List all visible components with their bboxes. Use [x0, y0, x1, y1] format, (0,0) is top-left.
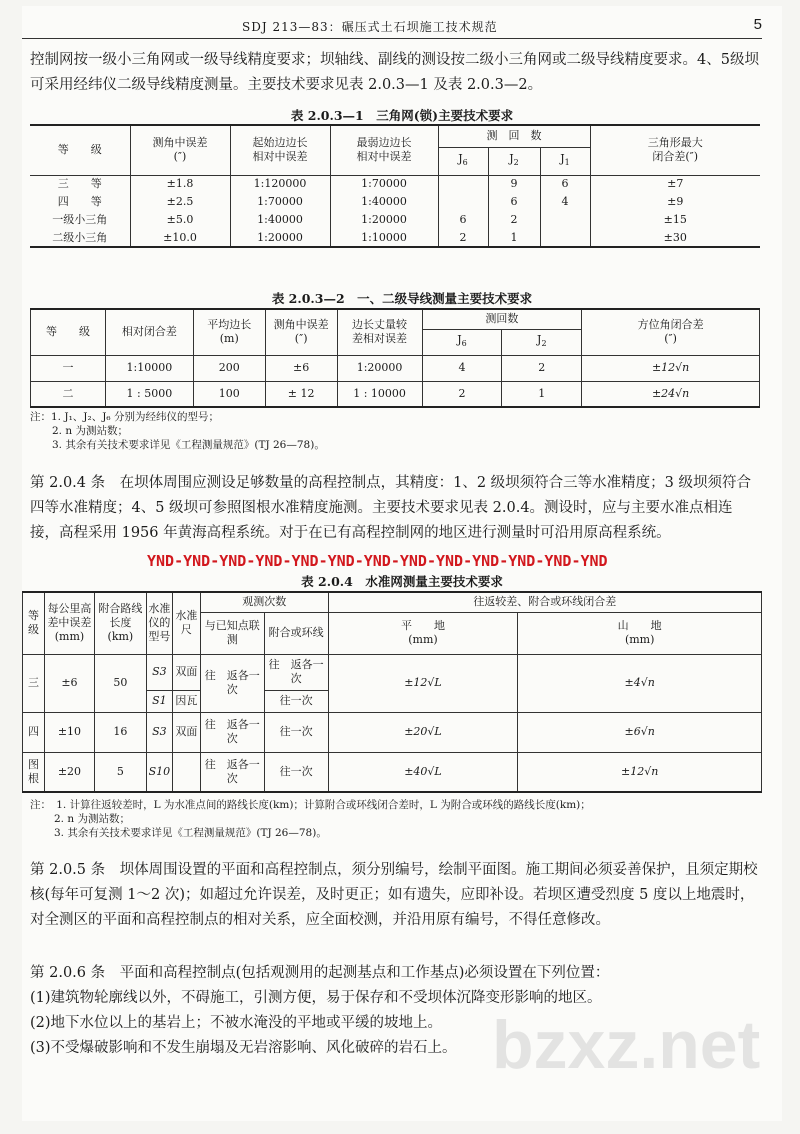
t3-h-inst: 水准仪的型号	[146, 592, 172, 654]
table-row: 一级小三角 ±5.0 1:40000 1:20000 6 2 ±15	[30, 211, 760, 229]
t2-h-len: 平均边长 (m)	[193, 309, 265, 355]
t2-h-grade: 等 级	[31, 309, 106, 355]
t2-h-j6: $J_6$	[422, 329, 502, 355]
table3	[22, 591, 762, 793]
t1-h-closure: 三角形最大 闭合差(″)	[590, 125, 760, 175]
t3-h-rod: 水准尺	[172, 592, 200, 654]
table-row: 二级小三角 ±10.0 1:20000 1:10000 2 1 ±30	[30, 229, 760, 247]
t3-h-err: 每公里高差中误差 (mm)	[44, 592, 94, 654]
clause-2-0-6-item-1: (1)建筑物轮廓线以外，不碍施工，引测方便，易于保存和不受坝体沉降变形影响的地区。	[30, 990, 602, 1006]
t2-h-az: 方位角闭合差 (″)	[582, 309, 760, 355]
table1-caption: 表 2.0.3—1 三角网(锁)主要技术要求	[290, 108, 514, 123]
table-row: 三 等 ±1.8 1:120000 1:70000 9 6 ±7	[30, 175, 760, 193]
t1-h-j1: $J_1$	[540, 147, 590, 175]
t3-h-obs-loop: 附合或环线	[264, 612, 328, 654]
table1	[30, 124, 760, 248]
header-rule	[22, 38, 762, 39]
document-page	[22, 6, 782, 1121]
t3-h-flat: 平 地 (mm)	[328, 612, 518, 654]
t2-h-j2: $J_2$	[502, 329, 582, 355]
table3-notes: 注： 1. 计算往返较差时，L 为水准点间的路线长度(km)；计算附合或环线闭合差时，L 为附合或环线的路线长度(km)； 2. n 为测站数； 3. 其余有关技术要求详见《工程测量规范》(TJ 26—78)。	[30, 799, 591, 839]
clause-2-0-6-item-2: (2)地下水位以上的基岩上；不被水淹没的平地或平缓的坡地上。	[30, 1015, 443, 1031]
header-title: SDJ 213—83：碾压式土石坝施工技术规范	[242, 20, 498, 34]
t3-h-diff: 往返较差、附合或环线闭合差	[328, 592, 761, 612]
t1-h-grade: 等 级	[30, 125, 130, 175]
t1-h-j6: $J_6$	[438, 147, 488, 175]
table-row: 图根 ±20 5 S10 往 返各一次 往一次 ±40√L ±12√n	[23, 752, 762, 792]
clause-2-0-5: 第 2.0.5 条 坝体周围设置的平面和高程控制点，须分别编号，绘制平面图。施工期间必须妥善保护，且须定期校核(每年可复测 1～2 次)；如超过允许误差，及时更正；如有遗失，应即补设。若坝区遭受烈度 5 度以上地震时，对全测区的平面和高程控制点的相对关系，应全面校测，并沿用原有编号，不得任意修改。	[30, 862, 758, 928]
clause-2-0-6: 第 2.0.6 条 平面和高程控制点(包括观测用的起测基点和工作基点)必须设置在下列位置：	[30, 965, 610, 981]
table-row: 四 ±10 16 S3 双面 往 返各一次 往一次 ±20√L ±6√n	[23, 712, 762, 752]
t3-h-len: 附合路线长度 (km)	[94, 592, 146, 654]
t1-h-j2: $J_2$	[488, 147, 540, 175]
t1-h-rounds: 测 回 数	[438, 125, 590, 147]
intro-paragraph: 控制网按一级小三角网或一级导线精度要求；坝轴线、副线的测设按二级小三角网或二级导线精度要求。4、5级坝可采用经纬仪二级导线精度测量。主要技术要求见表 2.0.3—1 及表 2.0.3—2。	[30, 52, 759, 93]
t1-h-start: 起始边边长 相对中误差	[230, 125, 330, 175]
table-row: 一 1:10000 200 ±6 1:20000 4 2 ±12√n	[31, 355, 760, 381]
t3-h-obs-known: 与已知点联测	[200, 612, 264, 654]
t2-h-edge: 边长丈量较 差相对误差	[337, 309, 422, 355]
table-row: S1 因瓦 往一次	[23, 690, 762, 712]
table-row: 四 等 ±2.5 1:70000 1:40000 6 4 ±9	[30, 193, 760, 211]
t1-h-weak: 最弱边边长 相对中误差	[330, 125, 438, 175]
table3-caption: 表 2.0.4 水准网测量主要技术要求	[301, 574, 503, 589]
table2	[30, 308, 760, 408]
t2-h-angle: 测角中误差 (″)	[265, 309, 337, 355]
table-row: 三 ±6 50 S3 双面 往 返各一次 往 返各一次 ±12√L ±4√n	[23, 654, 762, 690]
table2-notes: 注：1. J₁、J₂、J₆ 分别为经纬仪的型号； 2. n 为测站数； 3. 其余有关技术要求详见《工程测量规范》(TJ 26—78)。	[30, 411, 325, 451]
t3-h-hill: 山 地 (mm)	[518, 612, 762, 654]
clause-2-0-4: 第 2.0.4 条 在坝体周围应测设足够数量的高程控制点，其精度：1、2 级坝须符合三等水准精度；3 级坝须符合四等水准精度；4、5 级坝可参照图根水准精度施测。主要技术要求见表 2.0.4。测设时，应与主要水准点相连接，高程采用 1956 年黄海高程系统。对于在已有高程控制网的地区进行测量时可沿用原高程系统。	[30, 475, 752, 541]
table-row: 二 1 : 5000 100 ± 12 1 : 10000 2 1 ±24√n	[31, 381, 760, 407]
watermark-ynd: YND-YND-YND-YND-YND-YND-YND-YND-YND-YND-YND-YND-YND	[147, 552, 608, 570]
page-number: 5	[753, 16, 762, 33]
clause-2-0-6-item-3: (3)不受爆破影响和不发生崩塌及无岩溶影响、风化破碎的岩石上。	[30, 1040, 457, 1056]
t2-h-rounds: 测回数	[422, 309, 582, 329]
table2-caption: 表 2.0.3—2 一、二级导线测量主要技术要求	[271, 291, 533, 306]
t3-h-grade: 等级	[23, 592, 45, 654]
t1-h-angle: 测角中误差 (″)	[130, 125, 230, 175]
t2-h-rel: 相对闭合差	[105, 309, 193, 355]
site-watermark: bzxz.net	[492, 1007, 761, 1083]
t3-h-obs: 观测次数	[200, 592, 328, 612]
